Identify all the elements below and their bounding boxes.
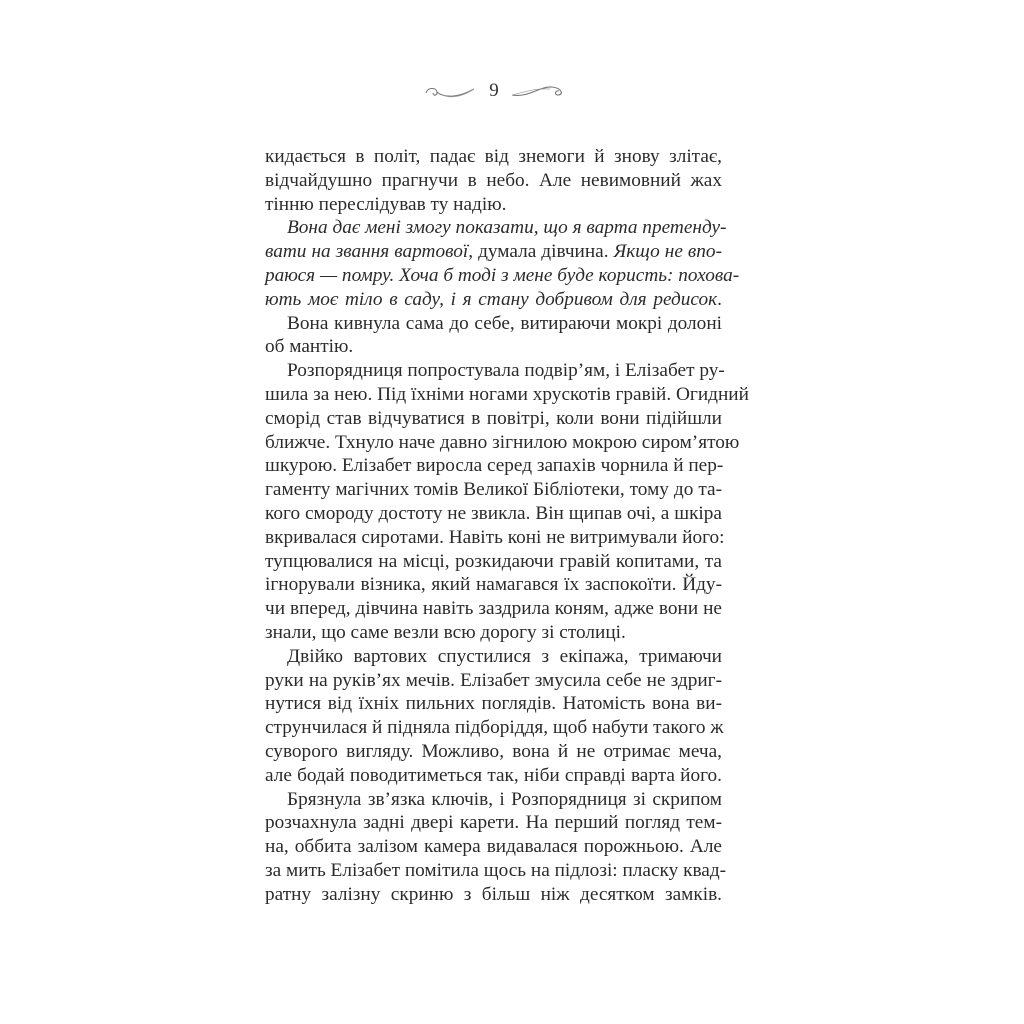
text-segment: шила за нею. Під їхніми ногами хрускотів гравій. Огидний (265, 383, 749, 405)
italic-text: вати на звання вартової (265, 241, 469, 263)
text-line (265, 597, 722, 621)
text-line (265, 835, 722, 859)
body-text (265, 145, 749, 907)
text-line (265, 407, 722, 431)
italic-text: раюся — помру. Хоча б тоді з мене буде користь: похова- (265, 264, 740, 286)
italic-text: Вона дає мені змогу показати, що я варта претенду- (287, 217, 727, 239)
text-segment: , думала дівчина. (468, 241, 614, 263)
text-line (265, 716, 722, 740)
text-segment: гаменту магічних томів Великої Бібліотеки, тому до та- (265, 479, 722, 501)
text-line (265, 859, 727, 883)
text-line (265, 169, 722, 193)
text-segment: ближче. Тхнуло наче давно зігнилою мокрою сиром’ятою (265, 431, 740, 453)
text-line (265, 478, 722, 502)
text-segment: тінню переслідував ту надію. (265, 193, 507, 215)
text-line (265, 811, 722, 835)
text-line (265, 550, 722, 574)
text-segment: кидається в політ, падає від знемоги й знову злітає, (265, 146, 722, 167)
text-line (265, 526, 725, 550)
text-segment: . (717, 288, 722, 310)
text-segment: тупцювалися на місці, розкидаючи гравій копитами, та (265, 550, 722, 572)
text-line (265, 764, 722, 788)
text-segment: шкурою. Елізабет виросла серед запахів чорнила й пер- (265, 455, 724, 477)
text-line (265, 692, 722, 716)
text-segment: на, оббита залізом камера видавалася порожньою. Але (265, 836, 722, 858)
text-segment: розчахнула задні двері карети. На перший погляд тем- (265, 812, 722, 834)
text-segment: відчайдушно прагнучи в небо. Але невимовний жах (265, 169, 722, 191)
text-line (265, 740, 722, 764)
text-line (265, 312, 722, 336)
text-line (265, 145, 722, 169)
text-line (265, 669, 722, 693)
text-line (265, 264, 740, 288)
text-segment: об мантію. (265, 336, 354, 358)
ornament-left-icon (424, 84, 476, 100)
text-segment: Вона кивнула сама до себе, витираючи мокрі долоні (287, 312, 722, 334)
text-segment: чи вперед, дівчина навіть заздрила коням, адже вони не (265, 598, 722, 620)
text-segment: суворого вигляду. Можливо, вона й не отримає меча, (265, 740, 722, 762)
text-segment: нутися від їхніх пильних поглядів. Натомість вона ви- (265, 693, 722, 715)
text-line (265, 383, 749, 407)
text-line (265, 788, 722, 812)
text-segment: ігнорували візника, який намагався їх заспокоїти. Йду- (265, 574, 722, 596)
text-segment: Брязнула зв’язка ключів, і Розпорядниця зі скрипом (287, 788, 722, 810)
text-line (265, 193, 722, 217)
text-segment: сморід став відчуватися в повітрі, коли вони підійшли (265, 407, 722, 429)
text-segment: кого смороду достоту не звикла. Він щипав очі, а шкіра (265, 502, 722, 524)
text-segment: струнчилася й підняла підборіддя, щоб набути такого ж (265, 717, 724, 739)
page-header (0, 78, 1024, 108)
text-segment: Двійко вартових спустилися з екіпажа, тримаючи (287, 645, 722, 667)
italic-text: Якщо не впо- (613, 241, 722, 263)
text-line (265, 454, 722, 478)
text-segment: але бодай поводитиметься так, ніби справді варта його. (265, 764, 722, 786)
text-line (265, 645, 722, 669)
text-line (265, 216, 727, 240)
text-line (265, 883, 722, 907)
text-line (265, 288, 722, 312)
text-segment: знали, що саме везли всю дорогу зі столиці. (265, 621, 626, 643)
ornament-right-icon (510, 84, 566, 100)
text-segment: Розпорядниця попростувала подвір’ям, і Елізабет ру- (287, 360, 725, 382)
text-segment: ратну залізну скриню з більш ніж десятком замків. (265, 883, 722, 905)
text-line (265, 335, 722, 359)
page-number: 9 (489, 80, 499, 101)
italic-text: ють моє тіло в саду, і я стану добривом для редисок (265, 288, 718, 310)
text-line (265, 573, 722, 597)
text-segment: руки на руків’ях мечів. Елізабет змусила себе не здриг- (265, 669, 722, 691)
text-line (265, 359, 725, 383)
text-line (265, 621, 722, 645)
text-line (265, 240, 722, 264)
text-segment: за мить Елізабет помітила щось на підлозі: пласку квад- (265, 859, 727, 881)
text-segment: вкривалася сиротами. Навіть коні не витримували його: (265, 526, 725, 548)
text-line (265, 431, 740, 455)
text-line (265, 502, 722, 526)
